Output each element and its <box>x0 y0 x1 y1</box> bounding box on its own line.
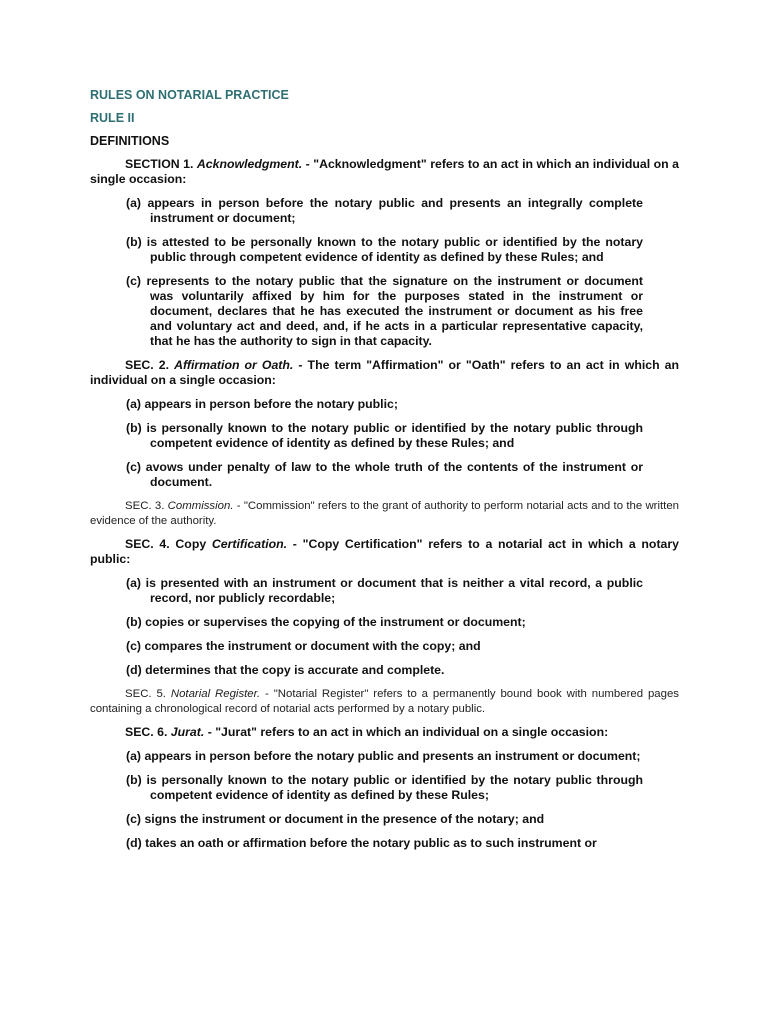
section-3-paragraph <box>90 499 679 528</box>
section-6-paragraph <box>90 725 679 740</box>
section-4-text: - "Copy Certification" refers to a notarial act in which a notary public: <box>90 537 680 566</box>
section-2-term: Affirmation or Oath. <box>174 358 294 372</box>
section-2-paragraph <box>90 358 679 388</box>
section-6-item-c: (c) signs the instrument or document in the presence of the notary; and <box>126 812 545 826</box>
section-5-paragraph <box>90 687 679 716</box>
section-6-item-d: (d) takes an oath or affirmation before the notary public as to such instrument or <box>126 836 597 850</box>
section-6-item-b: (b) is personally known to the notary public or identified by the notary public through competent evidence of identity as defined by these Rules; <box>126 773 643 802</box>
section-5-term: Notarial Register. <box>170 688 261 700</box>
section-1-item-a: (a) appears in person before the notary public and presents an integrally complete instrument or document; <box>126 196 643 225</box>
section-1-term: Acknowledgment. <box>196 157 303 171</box>
section-3-text: - "Commission" refers to the grant of authority to perform notarial acts and to the written evidence of the authority. <box>90 500 679 527</box>
section-6-text: - "Jurat" refers to an act in which an individual on a single occasion: <box>204 725 609 739</box>
section-2-item-c: (c) avows under penalty of law to the whole truth of the contents of the instrument or document. <box>126 460 643 489</box>
section-2-item-b: (b) is personally known to the notary public or identified by the notary public through competent evidence of identity as defined by these Rules; and <box>126 421 643 450</box>
section-2-text: - The term "Affirmation" or "Oath" refers to an act in which an individual on a single occasion: <box>90 358 680 387</box>
section-5-text: - "Notarial Register" refers to a permanently bound book with numbered pages containing a chronological record of notarial acts performed by a notary public. <box>90 688 679 715</box>
section-2-number: SEC. 2. <box>125 358 170 372</box>
section-4-item-a: (a) is presented with an instrument or document that is neither a vital record, a public record, nor publicly recordable; <box>126 576 643 605</box>
section-2-item-a: (a) appears in person before the notary public; <box>126 397 398 411</box>
section-4-term-plain: Copy <box>175 537 207 551</box>
section-1-paragraph <box>90 157 679 187</box>
section-1-number: SECTION 1. <box>125 157 194 171</box>
section-4-item-d: (d) determines that the copy is accurate and complete. <box>126 663 445 677</box>
section-4-item-c: (c) compares the instrument or document with the copy; and <box>126 639 481 653</box>
section-3-term: Commission. <box>167 500 234 512</box>
section-4-term: Certification. <box>211 537 288 551</box>
section-3-number: SEC. 3. <box>125 500 165 512</box>
section-4-paragraph <box>90 537 679 567</box>
section-6-term: Jurat. <box>170 725 205 739</box>
rule-heading: RULE II <box>90 111 135 125</box>
section-1-item-c: (c) represents to the notary public that the signature on the instrument or document was voluntarily affixed by him for the purposes stated in the instrument or document, declares that he has executed the instrument or document as his free and voluntary act and deed, and, if he acts in a particular representative capacity, that he has the authority to sign in that capacity. <box>126 274 643 348</box>
definitions-heading: DEFINITIONS <box>90 134 170 148</box>
section-1-text: - "Acknowledgment" refers to an act in which an individual on a single occasion: <box>90 157 679 186</box>
document-title: RULES ON NOTARIAL PRACTICE <box>90 88 289 102</box>
section-6-item-a: (a) appears in person before the notary public and presents an instrument or document; <box>126 749 641 763</box>
section-4-item-b: (b) copies or supervises the copying of the instrument or document; <box>126 615 526 629</box>
section-4-number: SEC. 4. <box>125 537 170 551</box>
section-5-number: SEC. 5. <box>125 688 166 700</box>
section-6-number: SEC. 6. <box>125 725 168 739</box>
section-1-item-b: (b) is attested to be personally known to the notary public or identified by the notary public through competent evidence of identity as defined by these Rules; and <box>126 235 643 264</box>
